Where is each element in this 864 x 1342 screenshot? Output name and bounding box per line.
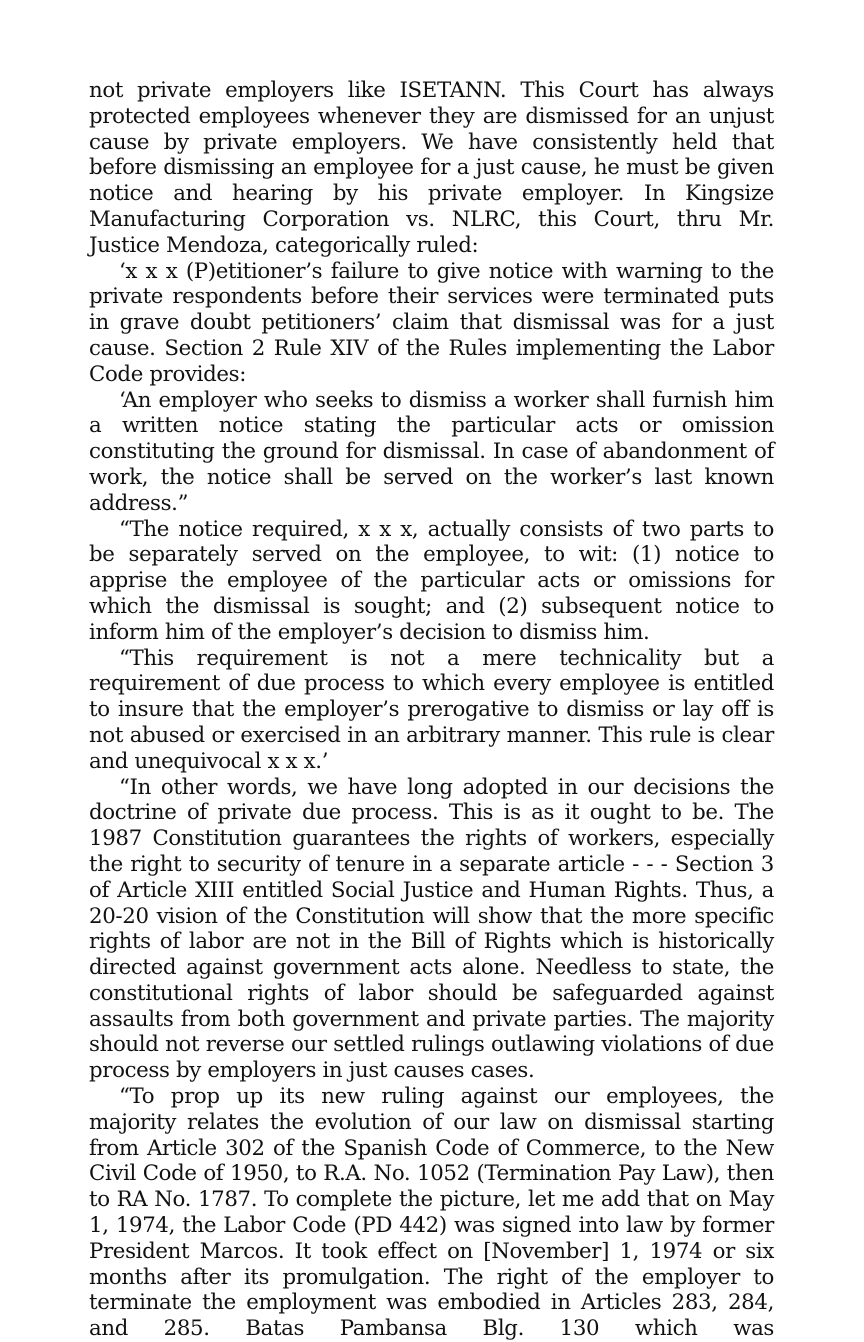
paragraph-evolution-of-law: “To prop up its new ruling against our employees, the majority relates the evolution of our law on dismissal starting from Article 302 of the Spanish Code of Commerce, to the New Civil Code of 1950, to R.A. No. 1052 (Termination Pay Law), then to RA No. 1787. To complete the picture, let me add that on May 1, 1974, the Labor Code (PD 442) was signed into law by former President Marcos. It took effect on [November] 1, 1974 or six months after its promulgation. The right of the employer to terminate the employment was embodied in Articles 283, 284, and 285. Batas Pambansa Blg. 130 which was (89, 1084, 774, 1342)
document-page (89, 78, 774, 1342)
paragraph-rule-xiv: ‘An employer who seeks to dismiss a worker shall furnish him a written notice stating the particular acts or omission constituting the ground for dismissal. In case of abandonment of work, the notice shall be served on the worker’s last known address.” (89, 387, 774, 516)
paragraph-notice-required: “The notice required, x x x, actually consists of two parts to be separately served on the employee, to wit: (1) notice to apprise the employee of the particular acts or omissions for which the dismissal is sought; and (2) subsequent notice to inform him of the employer’s decision to dismiss him. (89, 516, 774, 645)
paragraph-due-process-requirement: “This requirement is not a mere technicality but a requirement of due process to which every employee is entitled to insure that the employer’s prerogative to dismiss or lay off is not abused or exercised in an arbitrary manner. This rule is clear and unequivocal x x x.’ (89, 645, 774, 774)
paragraph-private-due-process: “In other words, we have long adopted in our decisions the doctrine of private due process. This is as it ought to be. The 1987 Constitution guarantees the rights of workers, especially the right to security of tenure in a separate article - - - Section 3 of Article XIII entitled Social Justice and Human Rights. Thus, a 20-20 vision of the Constitution will show that the more specific rights of labor are not in the Bill of Rights which is historically directed against government acts alone. Needless to state, the constitutional rights of labor should be safeguarded against assaults from both government and private parties. The majority should not reverse our settled rulings outlawing violations of due process by employers in just causes cases. (89, 774, 774, 1084)
paragraph-quote-kingsize: ‘x x x (P)etitioner’s failure to give notice with warning to the private respondents before their services were terminated puts in grave doubt petitioners’ claim that dismissal was for a just cause. Section 2 Rule XIV of the Rules implementing the Labor Code provides: (89, 258, 774, 387)
paragraph-opening: not private employers like ISETANN. This Court has always protected employees whenever they are dismissed for an unjust cause by private employers. We have consistently held that before dismissing an employee for a just cause, he must be given notice and hearing by his private employer. In Kingsize Manufacturing Corporation vs. NLRC, this Court, thru Mr. Justice Mendoza, categorically ruled: (89, 78, 774, 258)
